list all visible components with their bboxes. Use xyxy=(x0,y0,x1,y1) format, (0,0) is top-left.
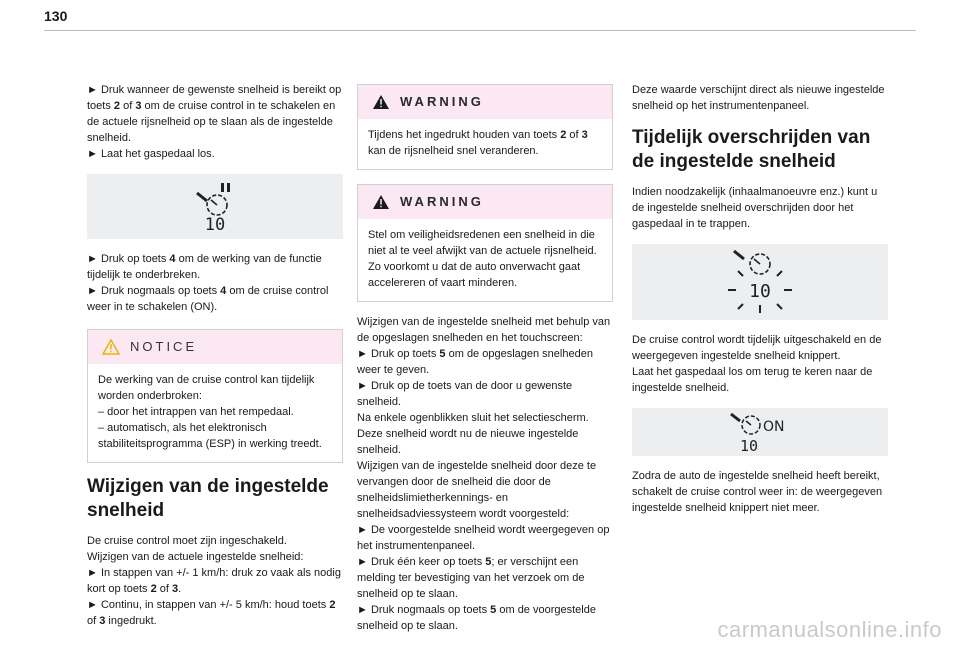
column-1 xyxy=(87,82,343,629)
paragraph: Wijzigen van de actuele ingestelde snelheid: xyxy=(87,551,304,563)
notice-title: NOTICE xyxy=(130,339,198,354)
warning-text: Tijdens het ingedrukt houden van toets 2 of 3 kan de rijsnelheid snel veranderen. xyxy=(368,129,588,157)
paragraph: ► Druk één keer op toets 5; er verschijnt een melding ter bevestiging van het verzoek om de snelheid op te slaan. xyxy=(357,556,585,600)
set-speed-value: 10 xyxy=(204,214,226,233)
paragraph: ► Druk wanneer de gewenste snelheid is bereikt op toets 2 of 3 om de cruise control in te schakelen en de actuele rijsnelheid op te slaan als de ingestelde snelheid. xyxy=(87,84,342,144)
speedometer-on-icon xyxy=(725,411,795,453)
paragraph: Na enkele ogenblikken sluit het selectiescherm. Deze snelheid wordt nu de nieuwe ingestelde snelheid. xyxy=(357,412,589,456)
warning-body xyxy=(358,219,612,301)
page-number: 130 xyxy=(44,8,68,24)
paragraph: ► Laat het gaspedaal los. xyxy=(87,148,215,160)
speedometer-pause-icon xyxy=(185,181,245,233)
notice-header xyxy=(88,330,342,364)
warning-body xyxy=(358,119,612,169)
section-heading: Wijzigen van de ingestelde snelheid xyxy=(87,476,329,521)
paragraph: Wijzigen van de ingestelde snelheid door deze te vervangen door de snelheid die door de snelheidslimietherkennings- en snelheidsadviessysteem wordt voorgesteld: xyxy=(357,460,597,520)
paragraph: De cruise control wordt tijdelijk uitgeschakeld en de weergegeven ingestelde snelheid knippert. xyxy=(632,334,882,362)
cruise-exceed-display-illustration xyxy=(632,244,888,320)
warning-box xyxy=(357,184,613,302)
warning-triangle-icon xyxy=(372,194,390,210)
warning-text: Stel om veiligheidsredenen een snelheid in die niet al te veel afwijkt van de actuele rijsnelheid. Zo voorkomt u dat de auto onverwacht gaat accelereren of vaart minderen. xyxy=(368,229,597,289)
warning-header xyxy=(358,85,612,119)
watermark: carmanualsonline.info xyxy=(717,617,942,642)
cruise-pause-display-illustration xyxy=(87,174,343,239)
set-speed-value: 10 xyxy=(749,281,771,302)
warning-triangle-icon xyxy=(372,94,390,110)
paragraph: ► Druk nogmaals op toets 4 om de cruise control weer in te schakelen (ON). xyxy=(87,285,329,313)
paragraph: Laat het gaspedaal los om terug te keren naar de ingestelde snelheid. xyxy=(632,366,873,394)
on-indicator: ON xyxy=(763,419,785,435)
paragraph: ► De voorgestelde snelheid wordt weergegeven op het instrumentenpaneel. xyxy=(357,524,610,552)
paragraph: ► Druk nogmaals op toets 5 om de voorgestelde snelheid op te slaan. xyxy=(357,604,596,632)
warning-title: WARNING xyxy=(400,194,484,209)
notice-triangle-icon xyxy=(102,339,120,355)
column-2 xyxy=(357,82,613,634)
paragraph: De cruise control moet zijn ingeschakeld. xyxy=(87,535,287,547)
notice-body xyxy=(88,364,342,462)
section-heading: Tijdelijk overschrijden van de ingestelde snelheid xyxy=(632,127,871,172)
paragraph: ► Druk op toets 4 om de werking van de functie tijdelijk te onderbreken. xyxy=(87,253,322,281)
paragraph: Deze waarde verschijnt direct als nieuwe ingestelde snelheid op het instrumentenpaneel. xyxy=(632,84,885,112)
paragraph: ► Continu, in stappen van +/- 5 km/h: houd toets 2 of 3 ingedrukt. xyxy=(87,599,336,627)
column-3 xyxy=(632,82,888,516)
warning-box xyxy=(357,84,613,170)
paragraph: Wijzigen van de ingestelde snelheid met behulp van de opgeslagen snelheden en het touchscreen: xyxy=(357,316,611,344)
paragraph: ► Druk op de toets van de door u gewenste snelheid. xyxy=(357,380,573,408)
header-rule xyxy=(44,30,916,31)
paragraph: ► Druk op toets 5 om de opgeslagen snelheden weer te geven. xyxy=(357,348,593,376)
notice-text: – door het intrappen van het rempedaal. xyxy=(98,406,294,418)
notice-text: – automatisch, als het elektronisch stabiliteitsprogramma (ESP) in werking treedt. xyxy=(98,422,322,450)
set-speed-value: 10 xyxy=(739,437,759,453)
warning-title: WARNING xyxy=(400,94,484,109)
paragraph: ► In stappen van +/- 1 km/h: druk zo vaak als nodig kort op toets 2 of 3. xyxy=(87,567,341,595)
warning-header xyxy=(358,185,612,219)
notice-box xyxy=(87,329,343,463)
notice-text: De werking van de cruise control kan tijdelijk worden onderbroken: xyxy=(98,374,315,402)
cruise-on-display-illustration xyxy=(632,408,888,456)
speedometer-flashing-icon xyxy=(720,247,800,317)
paragraph: Indien noodzakelijk (inhaalmanoeuvre enz.) kunt u de ingestelde snelheid overschrijden door het gaspedaal in te trappen. xyxy=(632,186,878,230)
paragraph: Zodra de auto de ingestelde snelheid heeft bereikt, schakelt de cruise control weer in: de weergegeven ingestelde snelheid knippert niet meer. xyxy=(632,470,883,514)
